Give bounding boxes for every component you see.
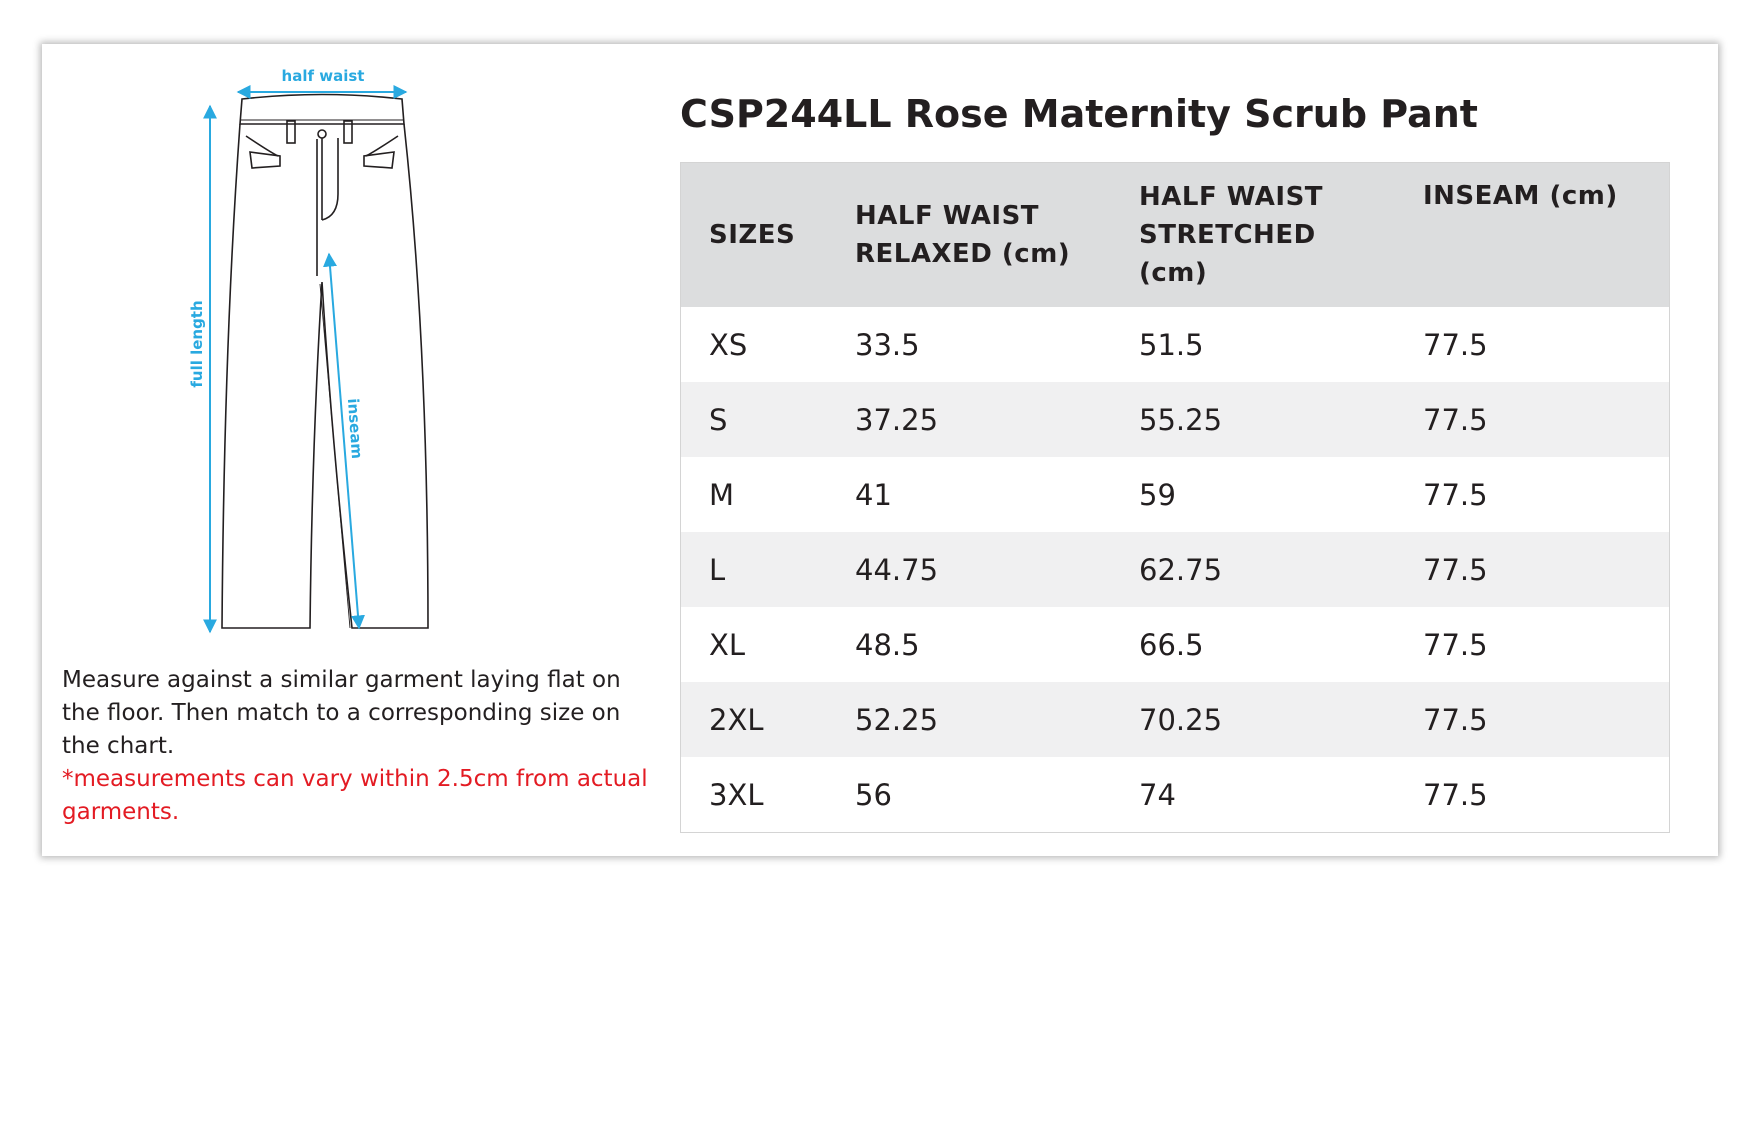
cell-size: M [681, 457, 828, 532]
cell-size: 2XL [681, 682, 828, 757]
cell-inseam: 77.5 [1395, 382, 1670, 457]
cell-size: XS [681, 307, 828, 382]
header-half-waist-stretched: HALF WAIST STRETCHED (cm) [1111, 163, 1395, 308]
inseam-label: inseam [343, 397, 367, 460]
measurement-instructions: Measure against a similar garment laying flat on the floor. Then match to a corresponding size on the chart. [62, 667, 621, 759]
cell-half-waist-relaxed: 44.75 [827, 532, 1111, 607]
cell-inseam: 77.5 [1395, 532, 1670, 607]
table-row [681, 757, 1670, 833]
cell-half-waist-stretched: 74 [1111, 757, 1395, 833]
size-table [680, 162, 1670, 833]
cell-size: XL [681, 607, 828, 682]
measurement-warning: *measurements can vary within 2.5cm from actual garments. [62, 766, 648, 825]
table-row [681, 457, 1670, 532]
measurement-note [62, 664, 662, 829]
cell-half-waist-relaxed: 56 [827, 757, 1111, 833]
half-waist-label: half waist [281, 67, 365, 85]
page-title: CSP244LL Rose Maternity Scrub Pant [680, 92, 1478, 136]
table-row [681, 307, 1670, 382]
cell-half-waist-relaxed: 52.25 [827, 682, 1111, 757]
cell-half-waist-relaxed: 37.25 [827, 382, 1111, 457]
table-row [681, 382, 1670, 457]
table-row [681, 532, 1670, 607]
cell-half-waist-relaxed: 33.5 [827, 307, 1111, 382]
header-sizes: SIZES [681, 163, 828, 308]
cell-inseam: 77.5 [1395, 457, 1670, 532]
cell-half-waist-stretched: 66.5 [1111, 607, 1395, 682]
header-half-waist-relaxed: HALF WAIST RELAXED (cm) [827, 163, 1111, 308]
table-row [681, 682, 1670, 757]
cell-half-waist-stretched: 59 [1111, 457, 1395, 532]
cell-inseam: 77.5 [1395, 307, 1670, 382]
size-table-body [681, 307, 1670, 833]
table-row [681, 607, 1670, 682]
cell-inseam: 77.5 [1395, 682, 1670, 757]
size-chart-card [42, 44, 1718, 856]
cell-half-waist-relaxed: 48.5 [827, 607, 1111, 682]
full-length-label: full length [188, 300, 206, 388]
cell-size: L [681, 532, 828, 607]
pants-illustration [42, 44, 662, 684]
cell-inseam: 77.5 [1395, 607, 1670, 682]
pants-outline [222, 95, 428, 629]
cell-half-waist-stretched: 62.75 [1111, 532, 1395, 607]
cell-half-waist-stretched: 51.5 [1111, 307, 1395, 382]
pants-measurement-diagram [42, 44, 662, 684]
cell-inseam: 77.5 [1395, 757, 1670, 833]
size-table-header-row [681, 163, 1670, 308]
cell-half-waist-relaxed: 41 [827, 457, 1111, 532]
cell-size: 3XL [681, 757, 828, 833]
header-inseam: INSEAM (cm) [1395, 163, 1670, 308]
cell-half-waist-stretched: 70.25 [1111, 682, 1395, 757]
cell-size: S [681, 382, 828, 457]
cell-half-waist-stretched: 55.25 [1111, 382, 1395, 457]
